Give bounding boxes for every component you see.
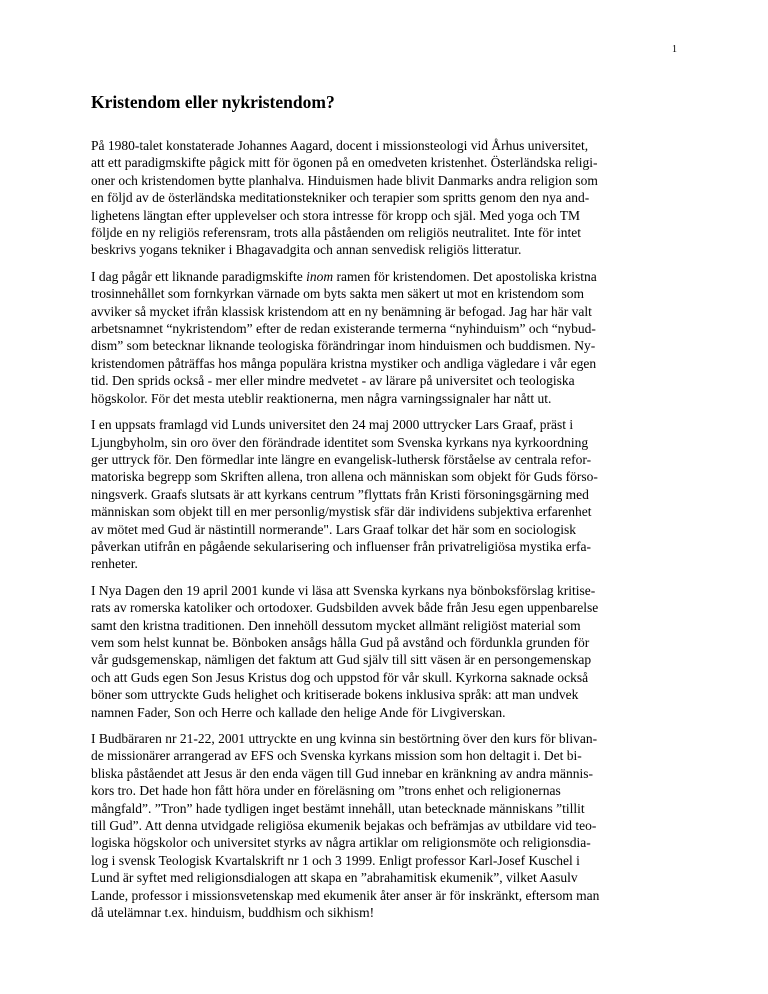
text-line: vem som helst kunnat be. Bönboken ansågs hålla Gud på avstånd och fördunkla grunden för — [91, 634, 590, 650]
document-title: Kristendom eller nykristendom? — [91, 92, 335, 112]
text-line: tid. Den sprids också - mer eller mindre medvetet - av lärare på universitet och teologiska — [91, 373, 575, 389]
text-line: böner som uttryckte Guds helighet och kritiserade bokens inklusiva språk: att man undvek — [91, 687, 579, 703]
text-line: vår gudsgemenskap, nämligen det faktum att Gud själv till sitt väsen är en persongemenskap — [91, 652, 592, 668]
text-line: I Nya Dagen den 19 april 2001 kunde vi läsa att Svenska kyrkans nya bönboksförslag kritise- — [91, 582, 596, 598]
text-line: då utelämnar t.ex. hinduism, buddhism och sikhism! — [91, 905, 375, 921]
text-line: På 1980-talet konstaterade Johannes Aagard, docent i missionsteologi vid Århus universitet, — [91, 138, 589, 153]
text-line: Lund är syftet med religionsdialogen att skapa en ”abrahamitisk ekumenik”, vilket Aasulv — [91, 870, 578, 886]
text-line: högskolor. För det mesta uteblir reaktionerna, men några varningssignaler har nått ut. — [91, 390, 552, 406]
text-line — [91, 268, 691, 285]
text-segment: ramen för kristendomen. Det apostoliska kristna — [333, 268, 597, 284]
text-line: ningsverk. Graafs slutsats är att kyrkans centrum ”flyttats från Kristi försoningsgärning med — [91, 486, 589, 502]
text-line: en följd av de österländska meditationstekniker och terapier som spritts genom den nya and- — [91, 190, 590, 206]
text-line: beskrivs yogans tekniker i Bhagavadgita och annan senvedisk religiös litteratur. — [91, 242, 522, 258]
text-line: logiska högskolor och universitet styrks av några artiklar om religionsmöte och religionsdia- — [91, 835, 591, 851]
page-number: 1 — [672, 44, 677, 55]
text-line: oner och kristendomen bytte planhalva. Hinduismen hade blivit Danmarks andra religion som — [91, 172, 598, 188]
text-line: att ett paradigmskifte pågick mitt för ögonen på en omedveten kristenhet. Österländska religi- — [91, 155, 598, 171]
text-line: Ljungbyholm, sin oro över den förändrade identitet som Svenska kyrkans nya kyrkoordning — [91, 434, 589, 450]
text-line: log i svensk Teologisk Kvartalskrift nr 1 och 3 1999. Enligt professor Karl-Josef Kuschel i — [91, 852, 580, 868]
text-line: arbetsnamnet “nykristendom” efter de redan existerande termerna “nyhinduism” och “nybud- — [91, 321, 596, 337]
text-line: kristendomen påträffas hos många populära kristna mystiker och andliga vägledare i vår egen — [91, 355, 597, 371]
text-line: I en uppsats framlagd vid Lunds universitet den 24 maj 2000 uttrycker Lars Graaf, präst i — [91, 417, 574, 433]
emphasized-word: inom — [306, 268, 334, 284]
text-line: de missionärer arrangerad av EFS och Svenska kyrkans mission som hon deltagit i. Det bi- — [91, 748, 582, 764]
text-line: påverkan utifrån en pågående sekularisering och influenser från privatreligiösa mystika erfa- — [91, 538, 592, 554]
text-line: till Gud”. Att denna utvidgade religiösa ekumenik bejakas och befrämjas av utbildare vid teo- — [91, 818, 597, 834]
text-segment: I dag pågår ett liknande paradigmskifte — [91, 268, 307, 284]
text-line: ger uttryck för. Den förmedlar inte längre en evangelisk-luthersk förståelse av centrala refor- — [91, 451, 592, 467]
text-line: lighetens längtan efter upplevelser och stora intresse för kropp och själ. Med yoga och TM — [91, 207, 580, 223]
text-line: mångfald”. ”Tron” hade tydligen inget bestämt innehåll, utan betecknade människans ”tillit — [91, 800, 585, 816]
text-line: dism” som betecknar liknande teologiska förändringar inom hinduismen och buddismen. Ny- — [91, 338, 596, 354]
paragraph-4 — [91, 582, 691, 721]
text-line: av mötet med Gud är nästintill normerande". Lars Graaf tolkar det här som en sociologisk — [91, 521, 576, 537]
paragraph-2 — [91, 268, 691, 407]
text-line: människan som objekt till en mer personlig/mystisk sfär där individens subjektiva erfarenhet — [91, 504, 592, 520]
paragraph-1 — [91, 137, 691, 259]
text-line: avviker så mycket ifrån klassisk kristendom att en ny benämning är befogad. Jag har här valt — [91, 303, 592, 319]
text-line: renheter. — [91, 556, 138, 572]
text-line: matoriska begrepp som Skriften allena, tron allena och människan som objekt för Guds förso- — [91, 469, 598, 485]
text-line: samt den kristna traditionen. Den innehöll dessutom mycket allmänt religiöst material som — [91, 617, 581, 633]
text-line: och att Guds egen Son Jesus Kristus dog och uppstod för vår skull. Kyrkorna saknade också — [91, 669, 589, 685]
text-line: trosinnehållet som fornkyrkan värnade om byts sakta men säkert ut mot en kristendom som — [91, 286, 585, 302]
text-line: rats av romerska katoliker och ortodoxer. Gudsbilden avvek både från Jesu egen uppenbarelse — [91, 600, 599, 616]
document-body — [91, 137, 691, 930]
text-line: kors tro. Det hade hon fått höra under en föreläsning om ”trons enhet och religionernas — [91, 783, 561, 799]
text-line: namnen Fader, Son och Herre och kallade den helige Ande för Livgiverskan. — [91, 704, 506, 720]
paragraph-3 — [91, 416, 691, 573]
paragraph-5 — [91, 730, 691, 921]
text-line: bliska påståendet att Jesus är den enda vägen till Gud innebar en kränkning av andra männis- — [91, 765, 593, 781]
text-line: följde en ny religiös referensram, trots alla påståenden om religiös neutralitet. Inte för intet — [91, 225, 581, 241]
text-line: Lande, professor i missionsvetenskap med ekumenik åter anser är för inskränkt, eftersom man — [91, 887, 600, 903]
text-line: I Budbäraren nr 21-22, 2001 uttryckte en ung kvinna sin bestörtning över den kurs för blivan- — [91, 731, 598, 746]
